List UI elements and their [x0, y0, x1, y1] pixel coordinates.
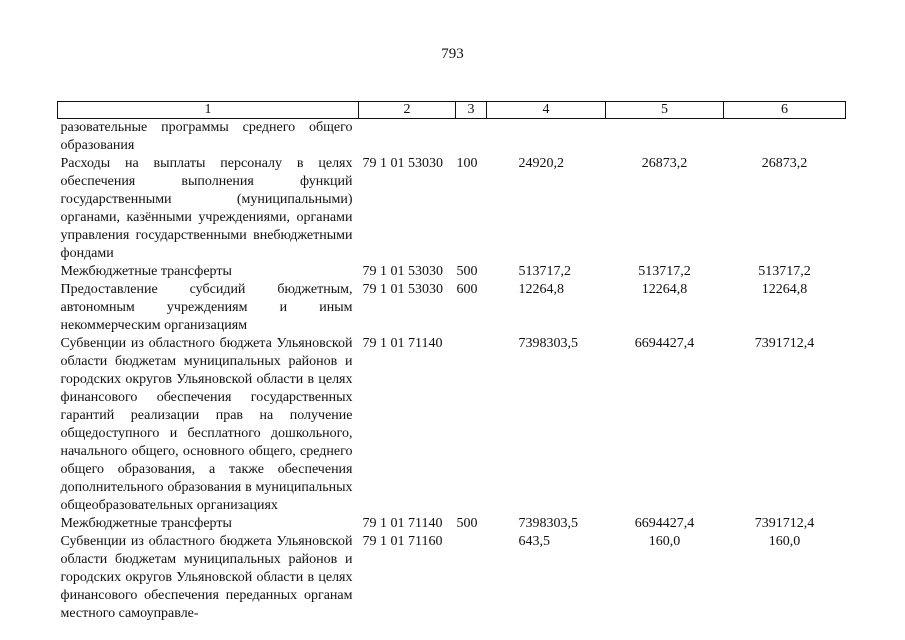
table-row — [58, 119, 846, 156]
row-value-col4: 7398303,5 — [518, 336, 578, 351]
column-header-2: 2 — [359, 102, 456, 119]
row-value-col4 — [487, 119, 606, 156]
row-description: Межбюджетные трансферты — [60, 264, 232, 279]
row-description: Расходы на выплаты персоналу в целях обеспечения выполнения функций государственными (муниципальными) органами, казёнными учреждениями, органами управления государственными внебюджетными фондами — [60, 156, 353, 261]
row-value-col5: 6694427,4 — [634, 516, 695, 531]
row-value-col5: 160,0 — [648, 534, 681, 549]
row-expense-type — [456, 533, 487, 623]
row-value-col4: 643,5 — [518, 534, 550, 549]
row-expense-type: 500 — [456, 264, 478, 279]
row-description: Субвенции из областного бюджета Ульяновской области бюджетам муниципальных районов и городских округов Ульяновской области в целях финансового обеспечения государственных гарантий реализации прав на получение общедоступного и бесплатного дошкольного, начального общего, основного общего, среднего общего образования, а также обеспечения дополнительного образования в муниципальных общеобразовательных организациях — [60, 336, 353, 513]
row-value-col6 — [724, 119, 846, 156]
row-value-col4: 12264,8 — [518, 282, 564, 297]
row-value-col6: 513717,2 — [758, 264, 811, 279]
table-row — [58, 335, 846, 515]
table-row — [58, 533, 846, 623]
row-expense-type — [456, 119, 487, 156]
column-header-4: 4 — [487, 102, 606, 119]
table-row — [58, 263, 846, 281]
table-header-row — [58, 102, 846, 119]
row-value-col4: 513717,2 — [518, 264, 571, 279]
row-target-code: 79 1 01 53030 — [362, 282, 443, 297]
row-description: Межбюджетные трансферты — [60, 516, 232, 531]
row-value-col6: 26873,2 — [761, 156, 808, 171]
row-value-col4: 24920,2 — [518, 156, 564, 171]
row-value-col5: 26873,2 — [641, 156, 688, 171]
row-target-code: 79 1 01 71140 — [362, 336, 443, 351]
table-row — [58, 155, 846, 263]
row-value-col6: 7391712,4 — [754, 516, 815, 531]
row-description: Предоставление субсидий бюджетным, автономным учреждениям и иным некоммерческим организациям — [60, 282, 353, 333]
row-value-col4: 7398303,5 — [518, 516, 578, 531]
row-expense-type — [456, 335, 487, 515]
row-value-col6: 160,0 — [768, 534, 801, 549]
table-row — [58, 281, 846, 335]
column-header-1: 1 — [58, 102, 359, 119]
row-description: разовательные программы среднего общего образования — [60, 120, 353, 153]
column-header-6: 6 — [724, 102, 846, 119]
table-row — [58, 515, 846, 533]
row-expense-type: 100 — [456, 156, 478, 171]
row-value-col5 — [606, 119, 724, 156]
row-target-code: 79 1 01 53030 — [362, 156, 443, 171]
row-expense-type: 600 — [456, 282, 478, 297]
budget-table — [57, 101, 846, 623]
row-description: Субвенции из областного бюджета Ульяновской области бюджетам муниципальных районов и городских округов Ульяновской области в целях финансового обеспечения переданных органам местного самоуправле- — [60, 534, 353, 621]
column-header-5: 5 — [606, 102, 724, 119]
row-value-col5: 12264,8 — [641, 282, 688, 297]
column-header-3: 3 — [456, 102, 487, 119]
row-value-col5: 513717,2 — [638, 264, 691, 279]
row-expense-type: 500 — [456, 516, 478, 531]
row-target-code: 79 1 01 71160 — [362, 534, 443, 549]
row-value-col5: 6694427,4 — [634, 336, 695, 351]
row-value-col6: 7391712,4 — [754, 336, 815, 351]
page-number: 793 — [441, 46, 464, 62]
row-target-code: 79 1 01 53030 — [362, 264, 443, 279]
row-target-code — [359, 119, 456, 156]
row-target-code: 79 1 01 71140 — [362, 516, 443, 531]
row-value-col6: 12264,8 — [761, 282, 808, 297]
